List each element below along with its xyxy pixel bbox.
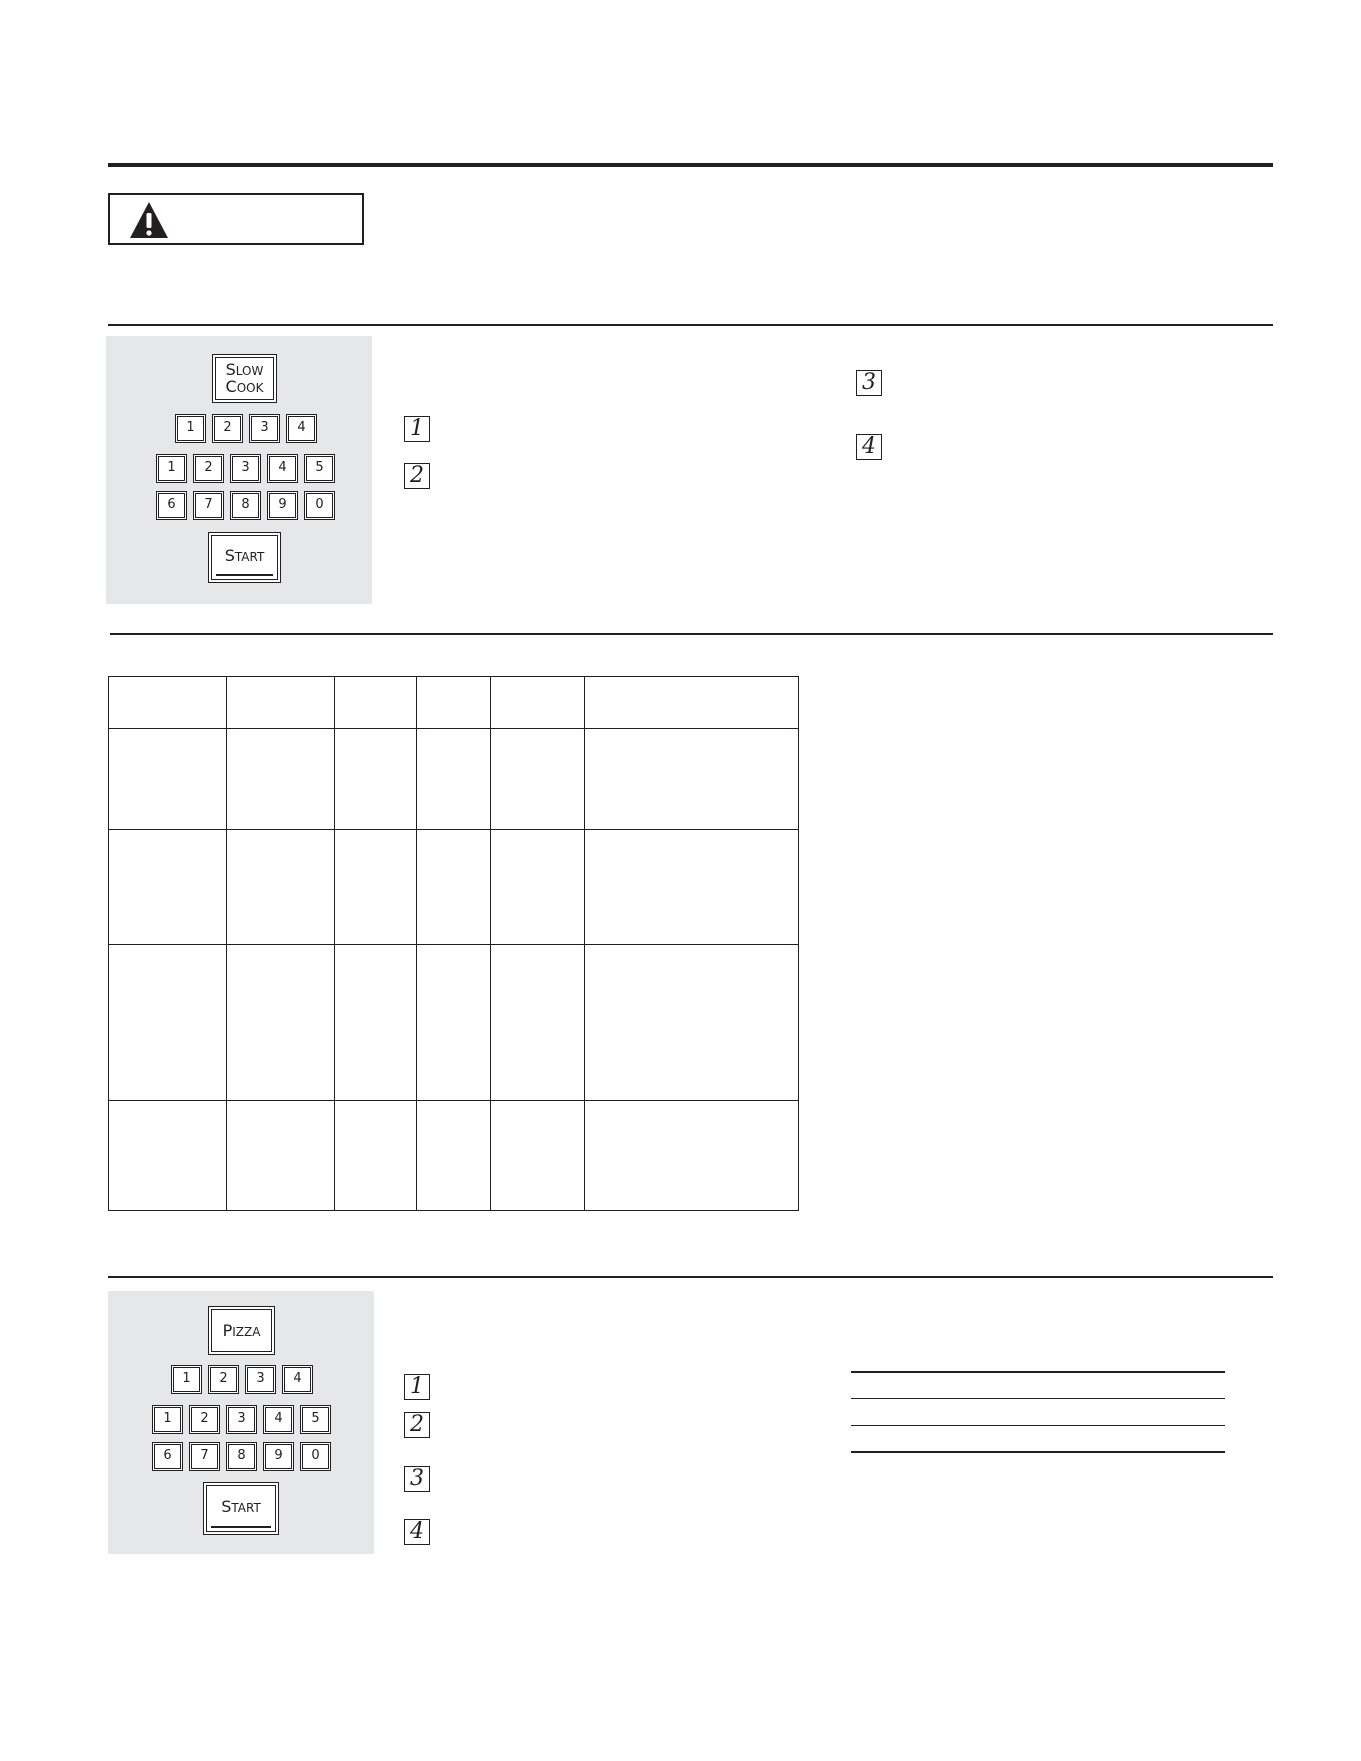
slow-cook-key-rest2: OOK (236, 381, 264, 395)
step-3-icon: 3 (404, 1466, 430, 1492)
slow-cook-start-key[interactable] (211, 535, 278, 580)
slow-cook-key-cap2: C (225, 377, 237, 396)
table-row-separator (108, 944, 798, 945)
slow-cook-number-key[interactable]: 1 (158, 456, 185, 481)
table-border-bottom (108, 1210, 798, 1211)
slow-cook-level-key[interactable]: 3 (251, 416, 278, 441)
pizza-table-row-rule (851, 1398, 1225, 1399)
slow-cook-level-key[interactable]: 2 (214, 416, 241, 441)
slow-cook-key-rest1: LOW (235, 364, 264, 378)
pizza-table-top-rule (851, 1371, 1225, 1373)
slow-cook-number-key[interactable]: 7 (195, 493, 222, 518)
pizza-number-key[interactable]: 5 (302, 1407, 329, 1432)
table-row-separator (108, 829, 798, 830)
pizza-number-key[interactable]: 3 (228, 1407, 255, 1432)
slow-cook-number-key[interactable]: 5 (306, 456, 333, 481)
step-2-icon: 2 (404, 463, 430, 489)
table-column-separator (490, 676, 491, 1211)
pizza-number-key[interactable]: 4 (265, 1407, 292, 1432)
slow-cook-number-key[interactable]: 9 (269, 493, 296, 518)
pizza-number-key[interactable]: 6 (154, 1444, 181, 1469)
step-3-icon: 3 (856, 370, 882, 396)
slow-cook-key[interactable] (215, 357, 274, 400)
table-column-separator (226, 676, 227, 1211)
slow-cook-number-key[interactable]: 4 (269, 456, 296, 481)
step-1-icon: 1 (404, 1374, 430, 1400)
slow-cook-number-key[interactable]: 6 (158, 493, 185, 518)
table-header-separator (108, 728, 798, 729)
table-border-top (108, 676, 798, 677)
slow-cook-number-key[interactable]: 3 (232, 456, 259, 481)
slow-cook-number-key[interactable]: 8 (232, 493, 259, 518)
step-4-icon: 4 (404, 1519, 430, 1545)
table-column-separator (416, 676, 417, 1211)
cooking-guide-table (108, 676, 798, 1203)
slow-cook-number-key[interactable]: 2 (195, 456, 222, 481)
step-4-icon: 4 (856, 434, 882, 460)
pizza-number-key[interactable]: 2 (191, 1407, 218, 1432)
step-1-icon: 1 (404, 416, 430, 442)
pizza-key-rest: IZZA (232, 1325, 261, 1339)
slow-cook-number-key[interactable]: 0 (306, 493, 333, 518)
warning-box (108, 193, 364, 245)
section-rule-table (110, 633, 1273, 635)
pizza-level-key[interactable]: 2 (210, 1367, 237, 1392)
pizza-key-cap: P (222, 1321, 233, 1340)
pizza-level-key[interactable]: 4 (284, 1367, 311, 1392)
table-column-separator (584, 676, 585, 1211)
header-rule (108, 163, 1273, 167)
pizza-number-key[interactable]: 9 (265, 1444, 292, 1469)
pizza-level-key[interactable]: 1 (173, 1367, 200, 1392)
slow-cook-level-key[interactable]: 4 (288, 416, 315, 441)
pizza-start-key[interactable] (206, 1485, 276, 1532)
pizza-keypad-panel (108, 1291, 374, 1554)
table-row-separator (108, 1100, 798, 1101)
section-rule-pizza (108, 1276, 1273, 1278)
pizza-table-bottom-rule (851, 1451, 1225, 1453)
pizza-number-key[interactable]: 0 (302, 1444, 329, 1469)
pizza-number-key[interactable]: 7 (191, 1444, 218, 1469)
table-border-left (108, 676, 109, 1211)
step-2-icon: 2 (404, 1412, 430, 1438)
slow-cook-keypad-panel (106, 336, 372, 604)
slow-cook-start-rest: TART (234, 550, 265, 564)
section-rule-slow-cook (108, 324, 1273, 326)
warning-triangle-icon (128, 200, 170, 240)
pizza-key[interactable] (211, 1309, 272, 1352)
pizza-start-cap: S (221, 1497, 232, 1516)
pizza-table-row-rule (851, 1425, 1225, 1426)
table-column-separator (334, 676, 335, 1211)
pizza-number-key[interactable]: 8 (228, 1444, 255, 1469)
pizza-number-key[interactable]: 1 (154, 1407, 181, 1432)
pizza-start-rest: TART (231, 1501, 261, 1515)
slow-cook-level-key[interactable]: 1 (177, 416, 204, 441)
slow-cook-key-cap1: S (225, 360, 236, 379)
pizza-level-key[interactable]: 3 (247, 1367, 274, 1392)
slow-cook-start-cap: S (224, 546, 235, 565)
table-border-right (798, 676, 799, 1211)
